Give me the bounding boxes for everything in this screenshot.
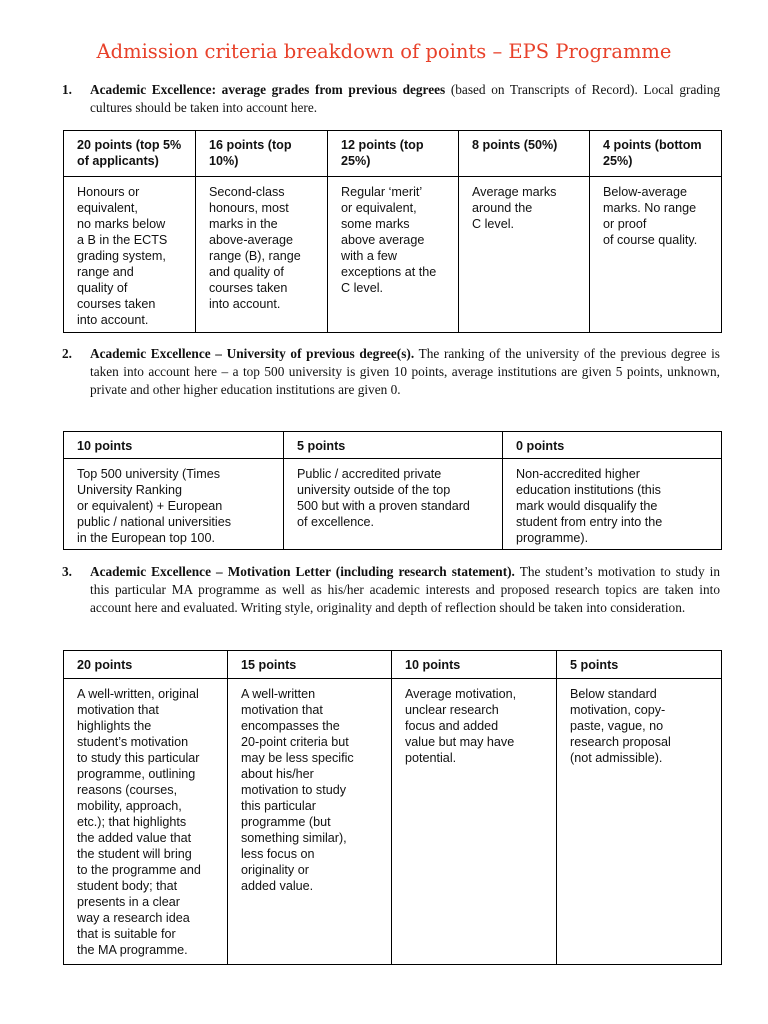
university-table — [63, 431, 722, 550]
section-heading: Academic Excellence – University of previous degree(s). — [90, 346, 415, 361]
table-cell: Below-average marks. No range or proof of course quality. — [590, 177, 722, 333]
table-header-row — [64, 651, 722, 679]
section-paragraph — [90, 563, 720, 617]
section-paragraph — [90, 345, 720, 399]
table-header-row — [64, 131, 722, 177]
column-header: 5 points — [557, 651, 722, 679]
table-cell: Non-accredited higher education institutions (this mark would disqualify the student from entry into the programme). — [503, 459, 722, 550]
column-header: 5 points — [284, 432, 503, 459]
grades-table — [63, 130, 722, 333]
column-header: 15 points — [228, 651, 392, 679]
table-row — [64, 679, 722, 965]
section-1 — [62, 81, 720, 117]
table-cell: Average motivation, unclear research focus and added value but may have potential. — [392, 679, 557, 965]
table-cell: Average marks around the C level. — [459, 177, 590, 333]
section-number: 2. — [62, 346, 72, 361]
table-header-row — [64, 432, 722, 459]
table-cell: A well-written, original motivation that highlights the student’s motivation to study this particular programme, outlining reasons (courses, mobility, approach, etc.); that highlights the added value that the student will bring to the programme and student body; that presents in a clear way a research idea that is suitable for the MA programme. — [64, 679, 228, 965]
section-text: (based on Transcripts of Record). Local grading cultures should be taken into account here. — [90, 82, 720, 115]
section-heading: Academic Excellence – Motivation Letter (including research statement). — [90, 564, 515, 579]
section-text: The student’s motivation to study in this particular MA programme as well as his/her academic interests and proposed research topics are taken into account here and evaluated. Writing style, originality and depth of reflection should be taken into consideration. — [90, 564, 720, 615]
table-cell: Top 500 university (Times University Ranking or equivalent) + European public / national universities in the European top 100. — [64, 459, 284, 550]
column-header: 10 points — [392, 651, 557, 679]
column-header: 16 points (top 10%) — [196, 131, 328, 177]
table-cell: Regular ‘merit’ or equivalent, some marks above average with a few exceptions at the C level. — [328, 177, 459, 333]
section-2 — [62, 345, 720, 399]
column-header: 10 points — [64, 432, 284, 459]
section-text: The ranking of the university of the previous degree is taken into account here – a top 500 university is given 10 points, average institutions are given 5 points, unknown, private and other higher education institutions are given 0. — [90, 346, 720, 397]
table-cell: Second-class honours, most marks in the above-average range (B), range and quality of courses taken into account. — [196, 177, 328, 333]
section-paragraph — [90, 81, 720, 117]
section-number: 1. — [62, 82, 72, 97]
section-3 — [62, 563, 720, 617]
column-header: 12 points (top 25%) — [328, 131, 459, 177]
column-header: 8 points (50%) — [459, 131, 590, 177]
table-cell: Honours or equivalent, no marks below a B in the ECTS grading system, range and quality of courses taken into account. — [64, 177, 196, 333]
table-row — [64, 177, 722, 333]
column-header: 4 points (bottom 25%) — [590, 131, 722, 177]
table-cell: A well-written motivation that encompasses the 20-point criteria but may be less specific about his/her motivation to study this particular programme (but something similar), less focus on originality or added value. — [228, 679, 392, 965]
column-header: 20 points (top 5% of applicants) — [64, 131, 196, 177]
table-row — [64, 459, 722, 550]
table-cell: Public / accredited private university outside of the top 500 but with a proven standard of excellence. — [284, 459, 503, 550]
section-number: 3. — [62, 564, 72, 579]
column-header: 20 points — [64, 651, 228, 679]
page-title: Admission criteria breakdown of points – EPS Programme — [96, 40, 672, 63]
section-heading: Academic Excellence: average grades from previous degrees — [90, 82, 446, 97]
table-cell: Below standard motivation, copy- paste, vague, no research proposal (not admissible). — [557, 679, 722, 965]
motivation-table — [63, 650, 722, 965]
column-header: 0 points — [503, 432, 722, 459]
